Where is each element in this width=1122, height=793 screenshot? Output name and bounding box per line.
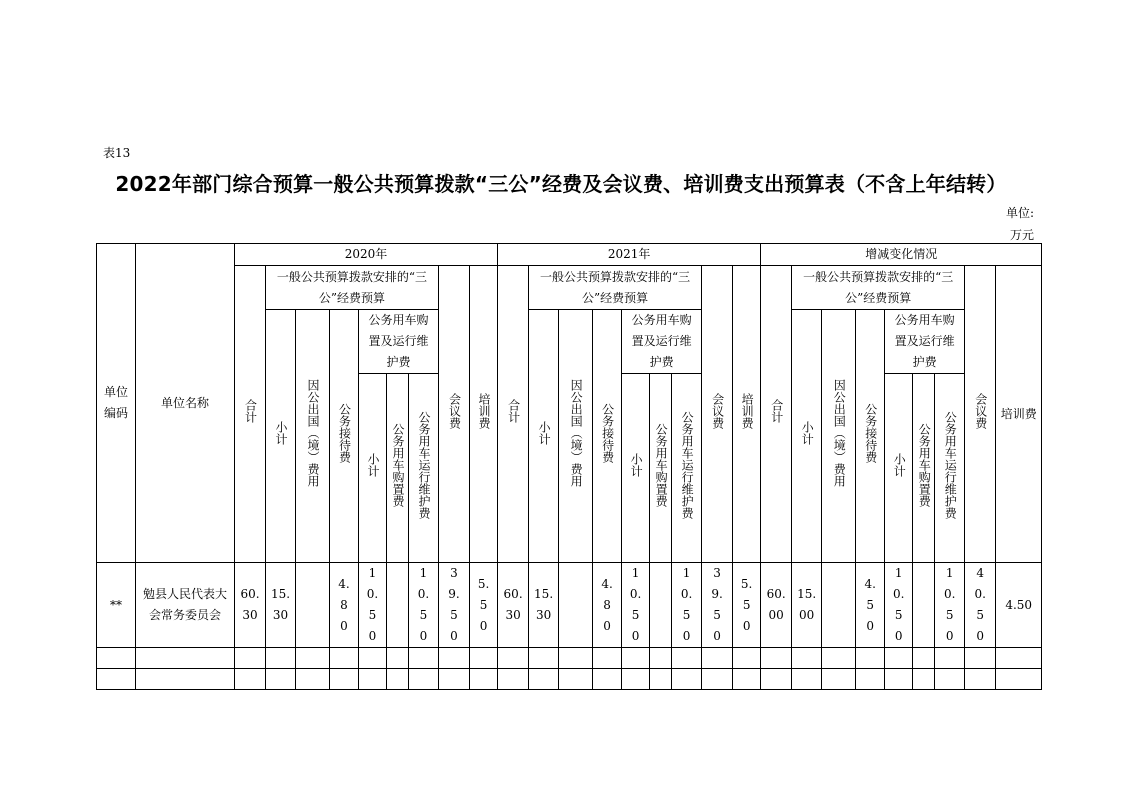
cell-2021-vehicle-operation: 10.50 bbox=[672, 563, 702, 648]
row-unit-code: ** bbox=[97, 563, 136, 648]
cell-2021-vehicle-purchase bbox=[650, 563, 672, 648]
cell-change-subtotal: 15.00 bbox=[792, 563, 822, 648]
table-row-empty bbox=[97, 669, 1042, 690]
header-subtotal-2021: 小计 bbox=[529, 310, 559, 563]
header-training-change: 培训费 bbox=[996, 266, 1042, 563]
header-reception-change: 公务接待费 bbox=[856, 310, 885, 563]
cell-2020-subtotal: 15.30 bbox=[266, 563, 296, 648]
header-meeting-2021: 会议费 bbox=[702, 266, 733, 563]
header-vehicle-subtotal-2020: 小计 bbox=[359, 374, 387, 563]
cell-2020-reception: 4.80 bbox=[330, 563, 359, 648]
header-sangong-2020: 一般公共预算拨款安排的“三公”经费预算 bbox=[266, 266, 439, 310]
header-subtotal-2020: 小计 bbox=[266, 310, 296, 563]
header-change: 增减变化情况 bbox=[761, 244, 1042, 266]
cell-2020-meeting: 39.50 bbox=[439, 563, 470, 648]
header-meeting-change: 会议费 bbox=[965, 266, 996, 563]
header-sangong-2021: 一般公共预算拨款安排的“三公”经费预算 bbox=[529, 266, 702, 310]
table-number: 表13 bbox=[103, 146, 131, 160]
header-subtotal-change: 小计 bbox=[792, 310, 822, 563]
header-total-2021: 合计 bbox=[498, 266, 529, 563]
header-sangong-change: 一般公共预算拨款安排的“三公”经费预算 bbox=[792, 266, 965, 310]
header-reception-2020: 公务接待费 bbox=[330, 310, 359, 563]
cell-change-abroad bbox=[822, 563, 856, 648]
cell-2021-abroad bbox=[559, 563, 593, 648]
header-unit-name: 单位名称 bbox=[136, 244, 235, 563]
cell-2021-total: 60.30 bbox=[498, 563, 529, 648]
header-vehicle-2020: 公务用车购置及运行维护费 bbox=[359, 310, 439, 374]
header-vehicle-subtotal-change: 小计 bbox=[885, 374, 913, 563]
cell-change-training: 4.50 bbox=[996, 563, 1042, 648]
cell-2020-vehicle-subtotal: 10.50 bbox=[359, 563, 387, 648]
unit-label: 单位: bbox=[1005, 206, 1034, 220]
header-vehicle-operation-change: 公务用车运行维护费 bbox=[935, 374, 965, 563]
cell-change-vehicle-operation: 10.50 bbox=[935, 563, 965, 648]
header-abroad-2020: 因公出国（境）费用 bbox=[296, 310, 330, 563]
row-unit-name: 勉县人民代表大会常务委员会 bbox=[136, 563, 235, 648]
header-year-2020: 2020年 bbox=[235, 244, 498, 266]
header-vehicle-purchase-2021: 公务用车购置费 bbox=[650, 374, 672, 563]
header-vehicle-2021: 公务用车购置及运行维护费 bbox=[622, 310, 702, 374]
header-vehicle-operation-2020: 公务用车运行维护费 bbox=[409, 374, 439, 563]
cell-change-meeting: 40.50 bbox=[965, 563, 996, 648]
header-reception-2021: 公务接待费 bbox=[593, 310, 622, 563]
cell-change-reception: 4.50 bbox=[856, 563, 885, 648]
cell-change-vehicle-purchase bbox=[913, 563, 935, 648]
header-abroad-change: 因公出国（境）费用 bbox=[822, 310, 856, 563]
cell-2021-reception: 4.80 bbox=[593, 563, 622, 648]
header-vehicle-operation-2021: 公务用车运行维护费 bbox=[672, 374, 702, 563]
cell-2020-total: 60.30 bbox=[235, 563, 266, 648]
cell-2021-meeting: 39.50 bbox=[702, 563, 733, 648]
header-vehicle-subtotal-2021: 小计 bbox=[622, 374, 650, 563]
cell-change-total: 60.00 bbox=[761, 563, 792, 648]
header-vehicle-purchase-change: 公务用车购置费 bbox=[913, 374, 935, 563]
header-year-2021: 2021年 bbox=[498, 244, 761, 266]
header-unit-code: 单位编码 bbox=[97, 244, 136, 563]
table-row bbox=[97, 563, 1042, 648]
cell-2021-training: 5.50 bbox=[733, 563, 761, 648]
cell-2020-abroad bbox=[296, 563, 330, 648]
page-title: 2022年部门综合预算一般公共预算拨款“三公”经费及会议费、培训费支出预算表（不含上年结转） bbox=[115, 172, 1007, 196]
header-total-2020: 合计 bbox=[235, 266, 266, 563]
header-vehicle-purchase-2020: 公务用车购置费 bbox=[387, 374, 409, 563]
cell-2020-vehicle-operation: 10.50 bbox=[409, 563, 439, 648]
header-total-change: 合计 bbox=[761, 266, 792, 563]
header-vehicle-change: 公务用车购置及运行维护费 bbox=[885, 310, 965, 374]
table-row-empty bbox=[97, 648, 1042, 669]
header-abroad-2021: 因公出国（境）费用 bbox=[559, 310, 593, 563]
header-training-2020: 培训费 bbox=[470, 266, 498, 563]
budget-table bbox=[96, 243, 1042, 690]
unit-value: 万元 bbox=[1009, 228, 1034, 242]
cell-2020-vehicle-purchase bbox=[387, 563, 409, 648]
cell-2020-training: 5.50 bbox=[470, 563, 498, 648]
header-training-2021: 培训费 bbox=[733, 266, 761, 563]
header-meeting-2020: 会议费 bbox=[439, 266, 470, 563]
cell-2021-subtotal: 15.30 bbox=[529, 563, 559, 648]
cell-change-vehicle-subtotal: 10.50 bbox=[885, 563, 913, 648]
cell-2021-vehicle-subtotal: 10.50 bbox=[622, 563, 650, 648]
